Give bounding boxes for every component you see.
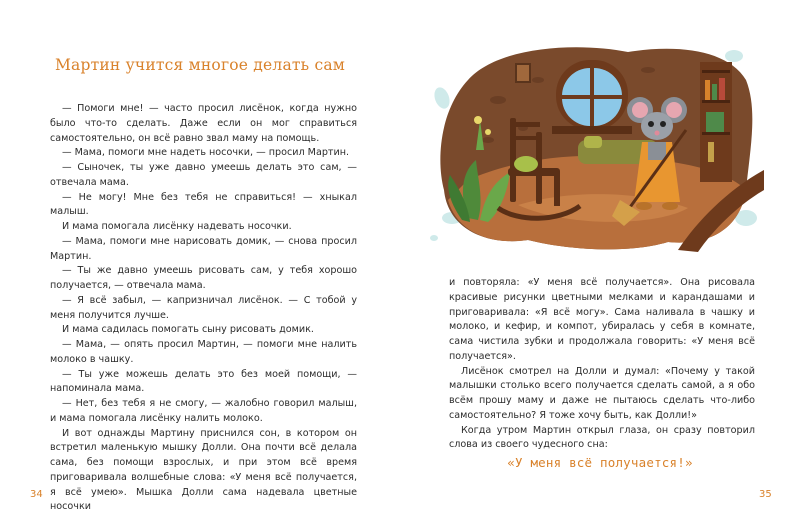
right-page-text xyxy=(449,276,755,453)
paragraph: — Не могу! Мне без тебя не справиться! — хныкал малыш. xyxy=(50,191,357,218)
page-number-left: 34 xyxy=(30,489,43,500)
bookshelf xyxy=(700,62,732,182)
paragraph: — Нет, без тебя я не смогу, — жалобно говорил малыш, и мама помогала лисёнку налить молоко. xyxy=(50,398,357,424)
paragraph: Лисёнок смотрел на Долли и думал: «Почему у такой малышки столько всего получается сделать самой, а я обо всём прошу маму и даже не пытаюсь сделать что-либо самостоятельно? Я тоже хочу быть, как Долли!» xyxy=(449,365,755,421)
splash-shape xyxy=(432,85,453,110)
paragraph: Когда утром Мартин открыл глаза, он сразу повторил слова из своего чудесного сна: xyxy=(449,424,755,451)
page-number-right: 35 xyxy=(759,489,772,500)
closing-phrase: «У меня всё получается!» xyxy=(507,455,693,470)
paragraph: — Мама, помоги мне нарисовать домик, — снова просил Мартин. xyxy=(50,235,357,262)
paragraph: — Сыночек, ты уже давно умеешь делать это сам, — отвечала мама. xyxy=(50,162,357,188)
ball xyxy=(514,156,538,172)
picture-frame xyxy=(516,64,530,82)
left-page-text xyxy=(50,102,357,515)
paragraph: — Ты же давно умеешь рисовать сам, у тебя хорошо получается, — отвечала мама. xyxy=(50,265,357,291)
paragraph: — Ты уже можешь делать это без моей помощи, — напоминала мама. xyxy=(50,368,357,395)
paragraph: И мама садилась помогать сыну рисовать домик. xyxy=(62,324,314,336)
mouse-illustration xyxy=(428,40,764,262)
paragraph: — Помоги мне! — часто просил лисёнок, когда нужно было что-то сделать. Даже если он мог справиться самостоятельно, он всё равно звал маму на помощь. xyxy=(50,103,357,144)
paragraph: — Я всё забыл, — капризничал лисёнок. — С тобой у меня получится лучше. xyxy=(50,294,357,321)
paragraph: — Мама, — опять просил Мартин, — помоги мне налить молоко в чашку. xyxy=(50,339,357,365)
splash-shape xyxy=(725,50,743,62)
paragraph: И вот однажды Мартину приснился сон, в котором он встретил маленькую мышку Долли. Она почти всё делала сама, без помощи взрослых, и при этом всё время приговаривала волшебные слова: «У меня всё получается, я всё умею». Мышка Долли сама надевала цветные носочки xyxy=(50,427,357,513)
chapter-title: Мартин учится многое делать сам xyxy=(54,56,346,74)
paragraph: И мама помогала лисёнку надевать носочки. xyxy=(62,221,292,232)
splash-shape xyxy=(430,235,438,241)
paragraph: — Мама, помоги мне надеть носочки, — просил Мартин. xyxy=(62,147,350,159)
paragraph: и повторяла: «У меня всё получается». Она рисовала красивые рисунки цветными мелками и карандашами и приговаривала: «Я всё могу». Сама наливала в чашку и молоко, и кефир, и компот, убиралась у себя в комнате, сама чистила зубки и продолжала говорить: «У меня всё получается». xyxy=(449,277,755,362)
